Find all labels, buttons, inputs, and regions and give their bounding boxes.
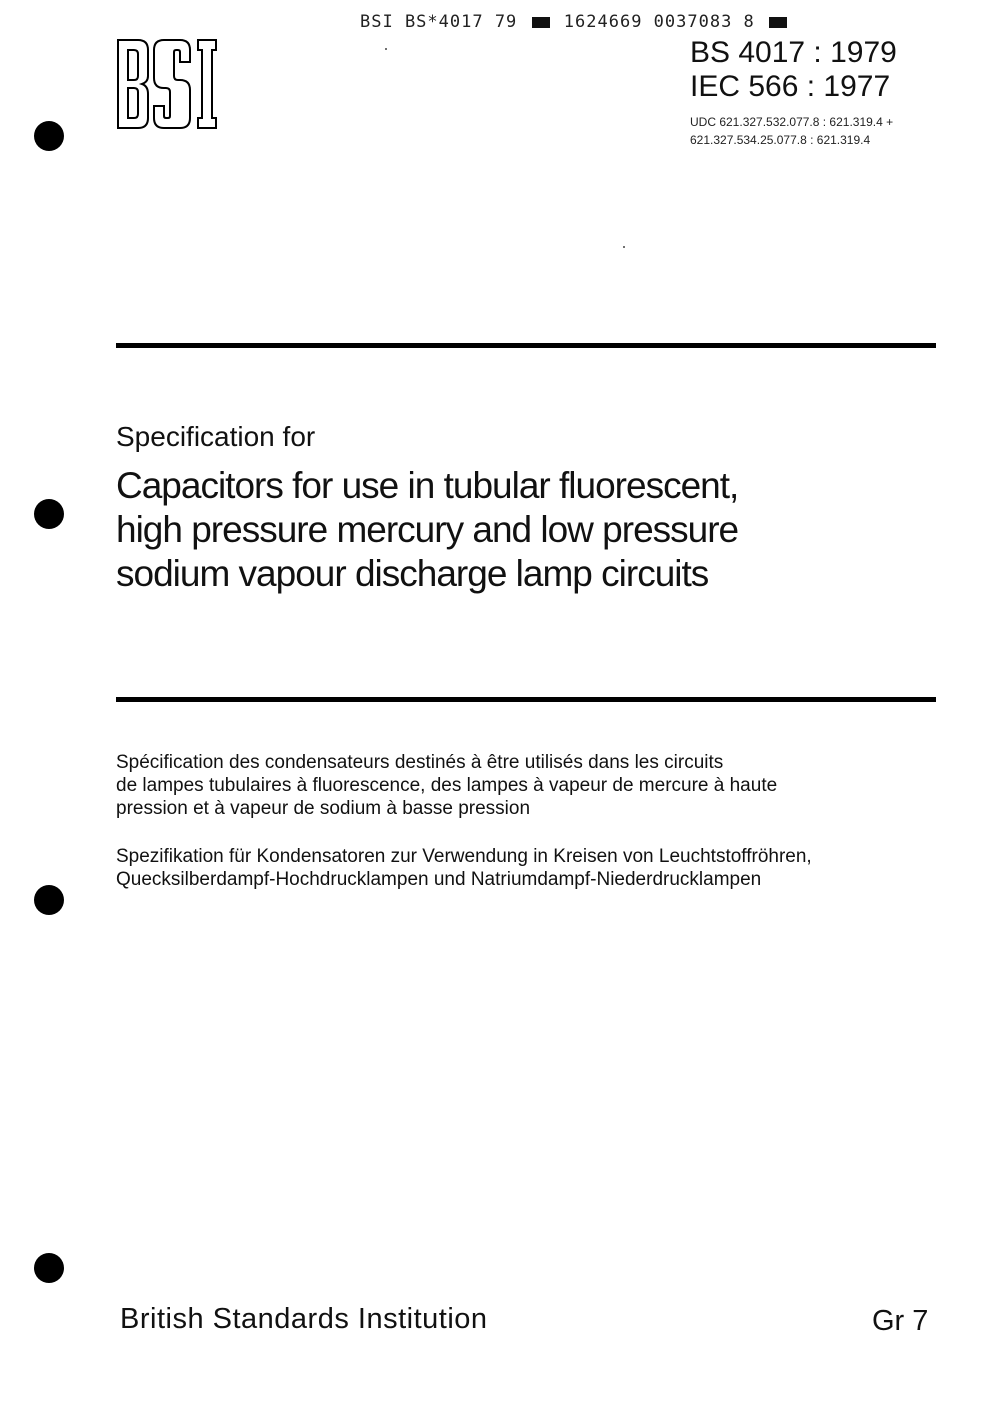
top-divider bbox=[116, 343, 936, 348]
publisher-name: British Standards Institution bbox=[120, 1303, 488, 1335]
french-title-line: de lampes tubulaires à fluorescence, des lampes à vapeur de mercure à haute bbox=[116, 775, 778, 796]
title-kicker: Specification for bbox=[116, 421, 316, 452]
iec-standard-number: IEC 566 : 1977 bbox=[690, 70, 891, 103]
punch-hole bbox=[34, 121, 64, 151]
barcode-block bbox=[532, 17, 550, 28]
catalogue-code-left: BSI BS*4017 79 bbox=[360, 12, 518, 32]
title-line: sodium vapour discharge lamp circuits bbox=[116, 553, 709, 594]
catalogue-code bbox=[360, 12, 790, 32]
udc-classification bbox=[690, 113, 893, 149]
bs-standard-number: BS 4017 : 1979 bbox=[690, 36, 897, 69]
document-title bbox=[116, 464, 836, 596]
french-title-line: Spécification des condensateurs destinés à être utilisés dans les circuits bbox=[116, 752, 724, 773]
price-group: Gr 7 bbox=[872, 1305, 929, 1337]
german-title-line: Spezifikation für Kondensatoren zur Verwendung in Kreisen von Leuchtstoffröhren, bbox=[116, 846, 812, 867]
bsi-logo bbox=[116, 38, 220, 130]
punch-hole bbox=[34, 1253, 64, 1283]
title-line: Capacitors for use in tubular fluorescent, bbox=[116, 465, 739, 506]
punch-hole bbox=[34, 885, 64, 915]
scan-speck bbox=[385, 48, 387, 50]
french-title-line: pression et à vapeur de sodium à basse pression bbox=[116, 798, 531, 819]
barcode-block bbox=[769, 17, 787, 28]
bottom-divider bbox=[116, 697, 936, 702]
catalogue-code-right: 1624669 0037083 8 bbox=[563, 12, 755, 32]
german-title-line: Quecksilberdampf-Hochdrucklampen und Natriumdampf-Niederdrucklampen bbox=[116, 869, 762, 890]
punch-hole bbox=[34, 499, 64, 529]
title-line: high pressure mercury and low pressure bbox=[116, 509, 739, 550]
german-title bbox=[116, 845, 812, 891]
udc-line: UDC 621.327.532.077.8 : 621.319.4 + bbox=[690, 115, 894, 129]
udc-line: 621.327.534.25.077.8 : 621.319.4 bbox=[690, 133, 871, 147]
scan-speck bbox=[623, 246, 625, 248]
french-title bbox=[116, 751, 777, 820]
